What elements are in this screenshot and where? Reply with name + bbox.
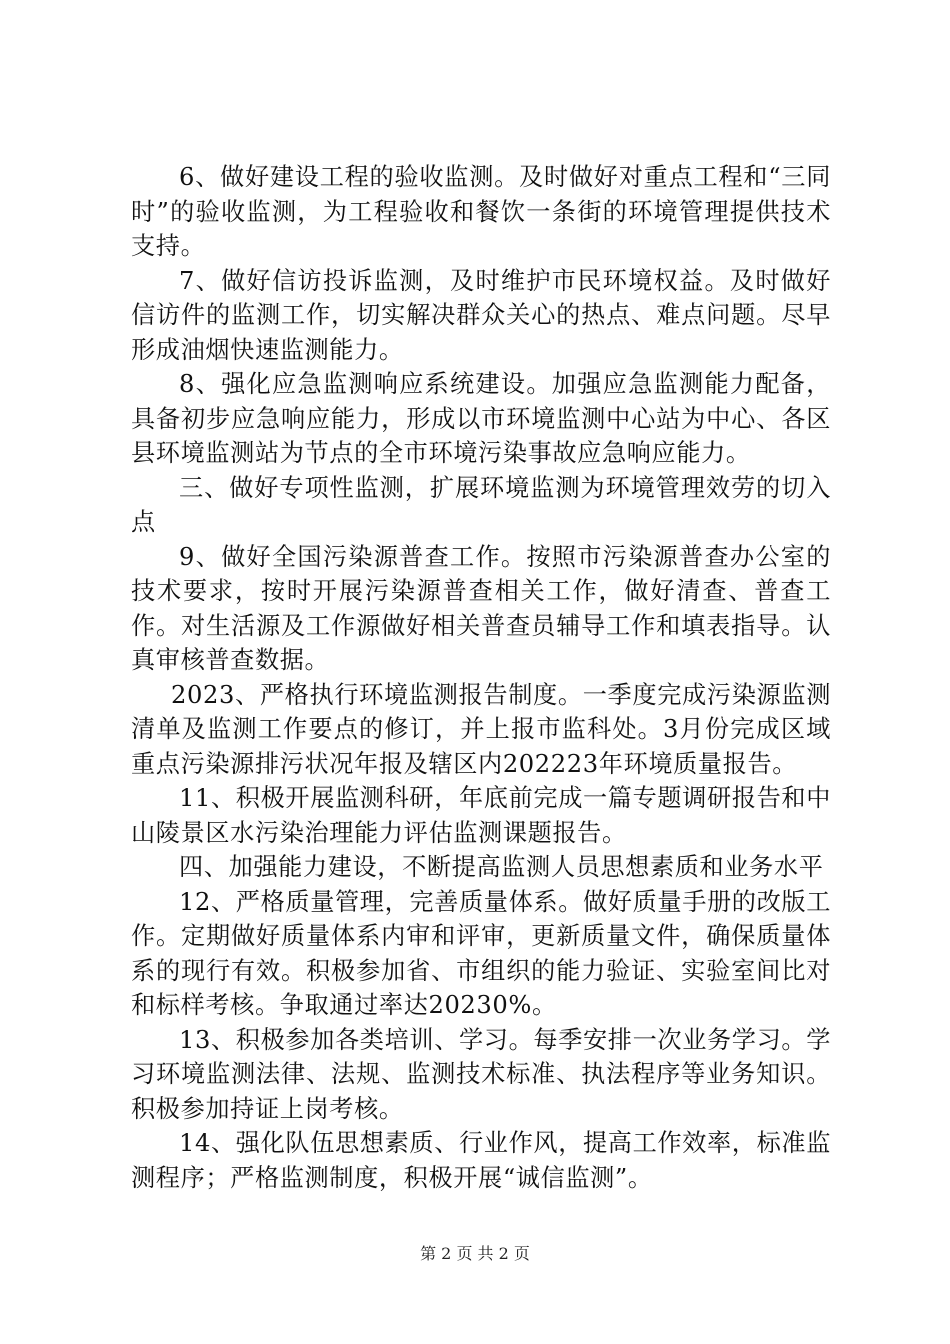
section-heading-3: 三、做好专项性监测，扩展环境监测为环境管理效劳的切入点: [131, 473, 831, 536]
document-body: [131, 160, 831, 1195]
paragraph-item-6: 6、做好建设工程的验收监测。及时做好对重点工程和“三同时”的验收监测，为工程验收和餐饮一条街的环境管理提供技术支持。: [131, 163, 831, 260]
section-heading-4: 四、加强能力建设，不断提高监测人员思想素质和业务水平: [179, 853, 824, 881]
paragraph-item-7: 7、做好信访投诉监测，及时维护市民环境权益。及时做好信访件的监测工作，切实解决群众关心的热点、难点问题。尽早形成油烟快速监测能力。: [131, 266, 831, 364]
paragraph-item-11: 11、积极开展监测科研，年底前完成一篇专题调研报告和中山陵景区水污染治理能力评估监测课题报告。: [131, 784, 831, 847]
paragraph-item-9: 9、做好全国污染源普查工作。按照市污染源普查办公室的技术要求，按时开展污染源普查相关工作，做好清查、普查工作。对生活源及工作源做好相关普查员辅导工作和填表指导。认真审核普查数据。: [131, 542, 831, 674]
paragraph-item-14: 14、强化队伍思想素质、行业作风，提高工作效率，标准监测程序；严格监测制度，积极开展“诚信监测”。: [131, 1129, 831, 1192]
paragraph-item-8: 8、强化应急监测响应系统建设。加强应急监测能力配备，具备初步应急响应能力，形成以市环境监测中心站为中心、各区县环境监测站为节点的全市环境污染事故应急响应能力。: [131, 370, 831, 467]
paragraph-item-12: 12、严格质量管理，完善质量体系。做好质量手册的改版工作。定期做好质量体系内审和评审，更新质量文件，确保质量体系的现行有效。积极参加省、市组织的能力验证、实验室间比对和标样考核。争取通过率达20230%。: [131, 887, 831, 1019]
page-footer: 第 2 页 共 2 页: [420, 1244, 530, 1263]
paragraph-item-10: 2023、严格执行环境监测报告制度。一季度完成污染源监测清单及监测工作要点的修订，并上报市监科处。3月份完成区域重点污染源排污状况年报及辖区内202223年环境质量报告。: [131, 680, 831, 778]
paragraph-item-13: 13、积极参加各类培训、学习。每季安排一次业务学习。学习环境监测法律、法规、监测技术标准、执法程序等业务知识。积极参加持证上岗考核。: [131, 1025, 831, 1123]
